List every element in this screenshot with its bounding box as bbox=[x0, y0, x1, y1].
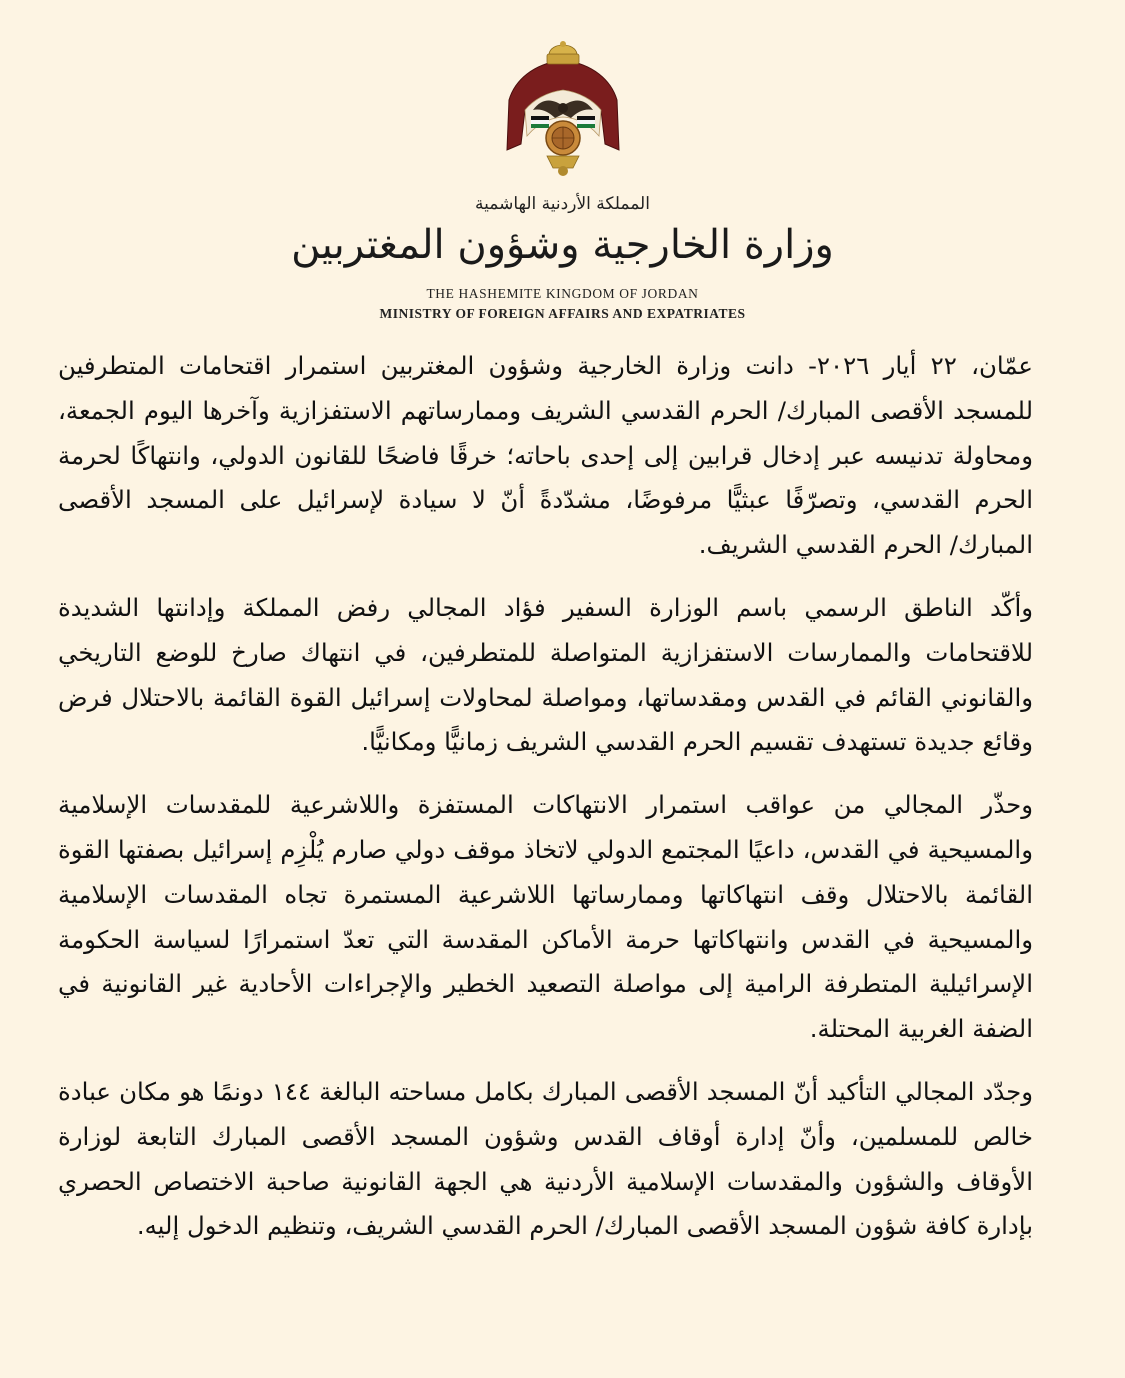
statement-paragraph: وحذّر المجالي من عواقب استمرار الانتهاكات المستفزة واللاشرعية للمقدسات الإسلامية والمسيحية في القدس، داعيًا المجتمع الدولي لاتخاذ موقف دولي صارم يُلْزِم إسرائيل بصفتها القوة القائمة بالاحتلال وقف انتهاكاتها وممارساتها اللاشرعية المستمرة تجاه المقدسات الإسلامية والمسيحية في القدس وانتهاكاتها حرمة الأماكن المقدسة التي تعدّ استمرارًا لسياسة الحكومة الإسرائيلية المتطرفة الرامية إلى مواصلة التصعيد الخطير والإجراءات الأحادية غير القانونية في الضفة الغربية المحتلة. bbox=[58, 790, 1033, 1044]
kingdom-name-english: THE HASHEMITE KINGDOM OF JORDAN bbox=[426, 286, 699, 301]
ministry-name-english: MINISTRY OF FOREIGN AFFAIRS AND EXPATRIATES bbox=[379, 306, 746, 321]
ministry-name-arabic: وزارة الخارجية وشؤون المغتربين bbox=[291, 222, 834, 268]
statement-body bbox=[58, 344, 1033, 1267]
letterhead bbox=[0, 40, 1125, 322]
statement-paragraph: عمّان، ٢٢ أيار ٢٠٢٦- دانت وزارة الخارجية وشؤون المغتربين استمرار اقتحامات المتطرفين للمسجد الأقصى المبارك/ الحرم القدسي الشريف وممارساتهم الاستفزازية وآخرها اليوم الجمعة، ومحاولة تدنيسه عبر إدخال قرابين إلى إحدى باحاته؛ خرقًا فاضحًا للقانون الدولي، وانتهاكًا لحرمة الحرم القدسي، وتصرّفًا عبثيًّا مرفوضًا، مشدّدةً أنّ لا سيادة لإسرائيل على المسجد الأقصى المبارك/ الحرم القدسي الشريف. bbox=[58, 351, 1033, 560]
statement-paragraph: وجدّد المجالي التأكيد أنّ المسجد الأقصى المبارك بكامل مساحته البالغة ١٤٤ دونمًا هو مكان عبادة خالص للمسلمين، وأنّ إدارة أوقاف القدس وشؤون المسجد الأقصى المبارك التابعة لوزارة الأوقاف والشؤون والمقدسات الإسلامية الأردنية هي الجهة القانونية صاحبة الاختصاص الحصري بإدارة كافة شؤون المسجد الأقصى المبارك/ الحرم القدسي الشريف، وتنظيم الدخول إليه. bbox=[58, 1076, 1033, 1241]
statement-paragraph: وأكّد الناطق الرسمي باسم الوزارة السفير فؤاد المجالي رفض المملكة وإدانتها الشديدة للاقتحامات والممارسات الاستفزازية المتواصلة للمتطرفين، في انتهاك صارخ للوضع التاريخي والقانوني القائم في القدس ومقدساتها، ومواصلة لمحاولات إسرائيل القوة القائمة بالاحتلال فرض وقائع جديدة تستهدف تقسيم الحرم القدسي الشريف زمانيًّا ومكانيًّا. bbox=[58, 592, 1033, 757]
kingdom-name-arabic: المملكة الأردنية الهاشمية bbox=[475, 194, 650, 214]
jordan-coat-of-arms-icon bbox=[503, 40, 623, 180]
